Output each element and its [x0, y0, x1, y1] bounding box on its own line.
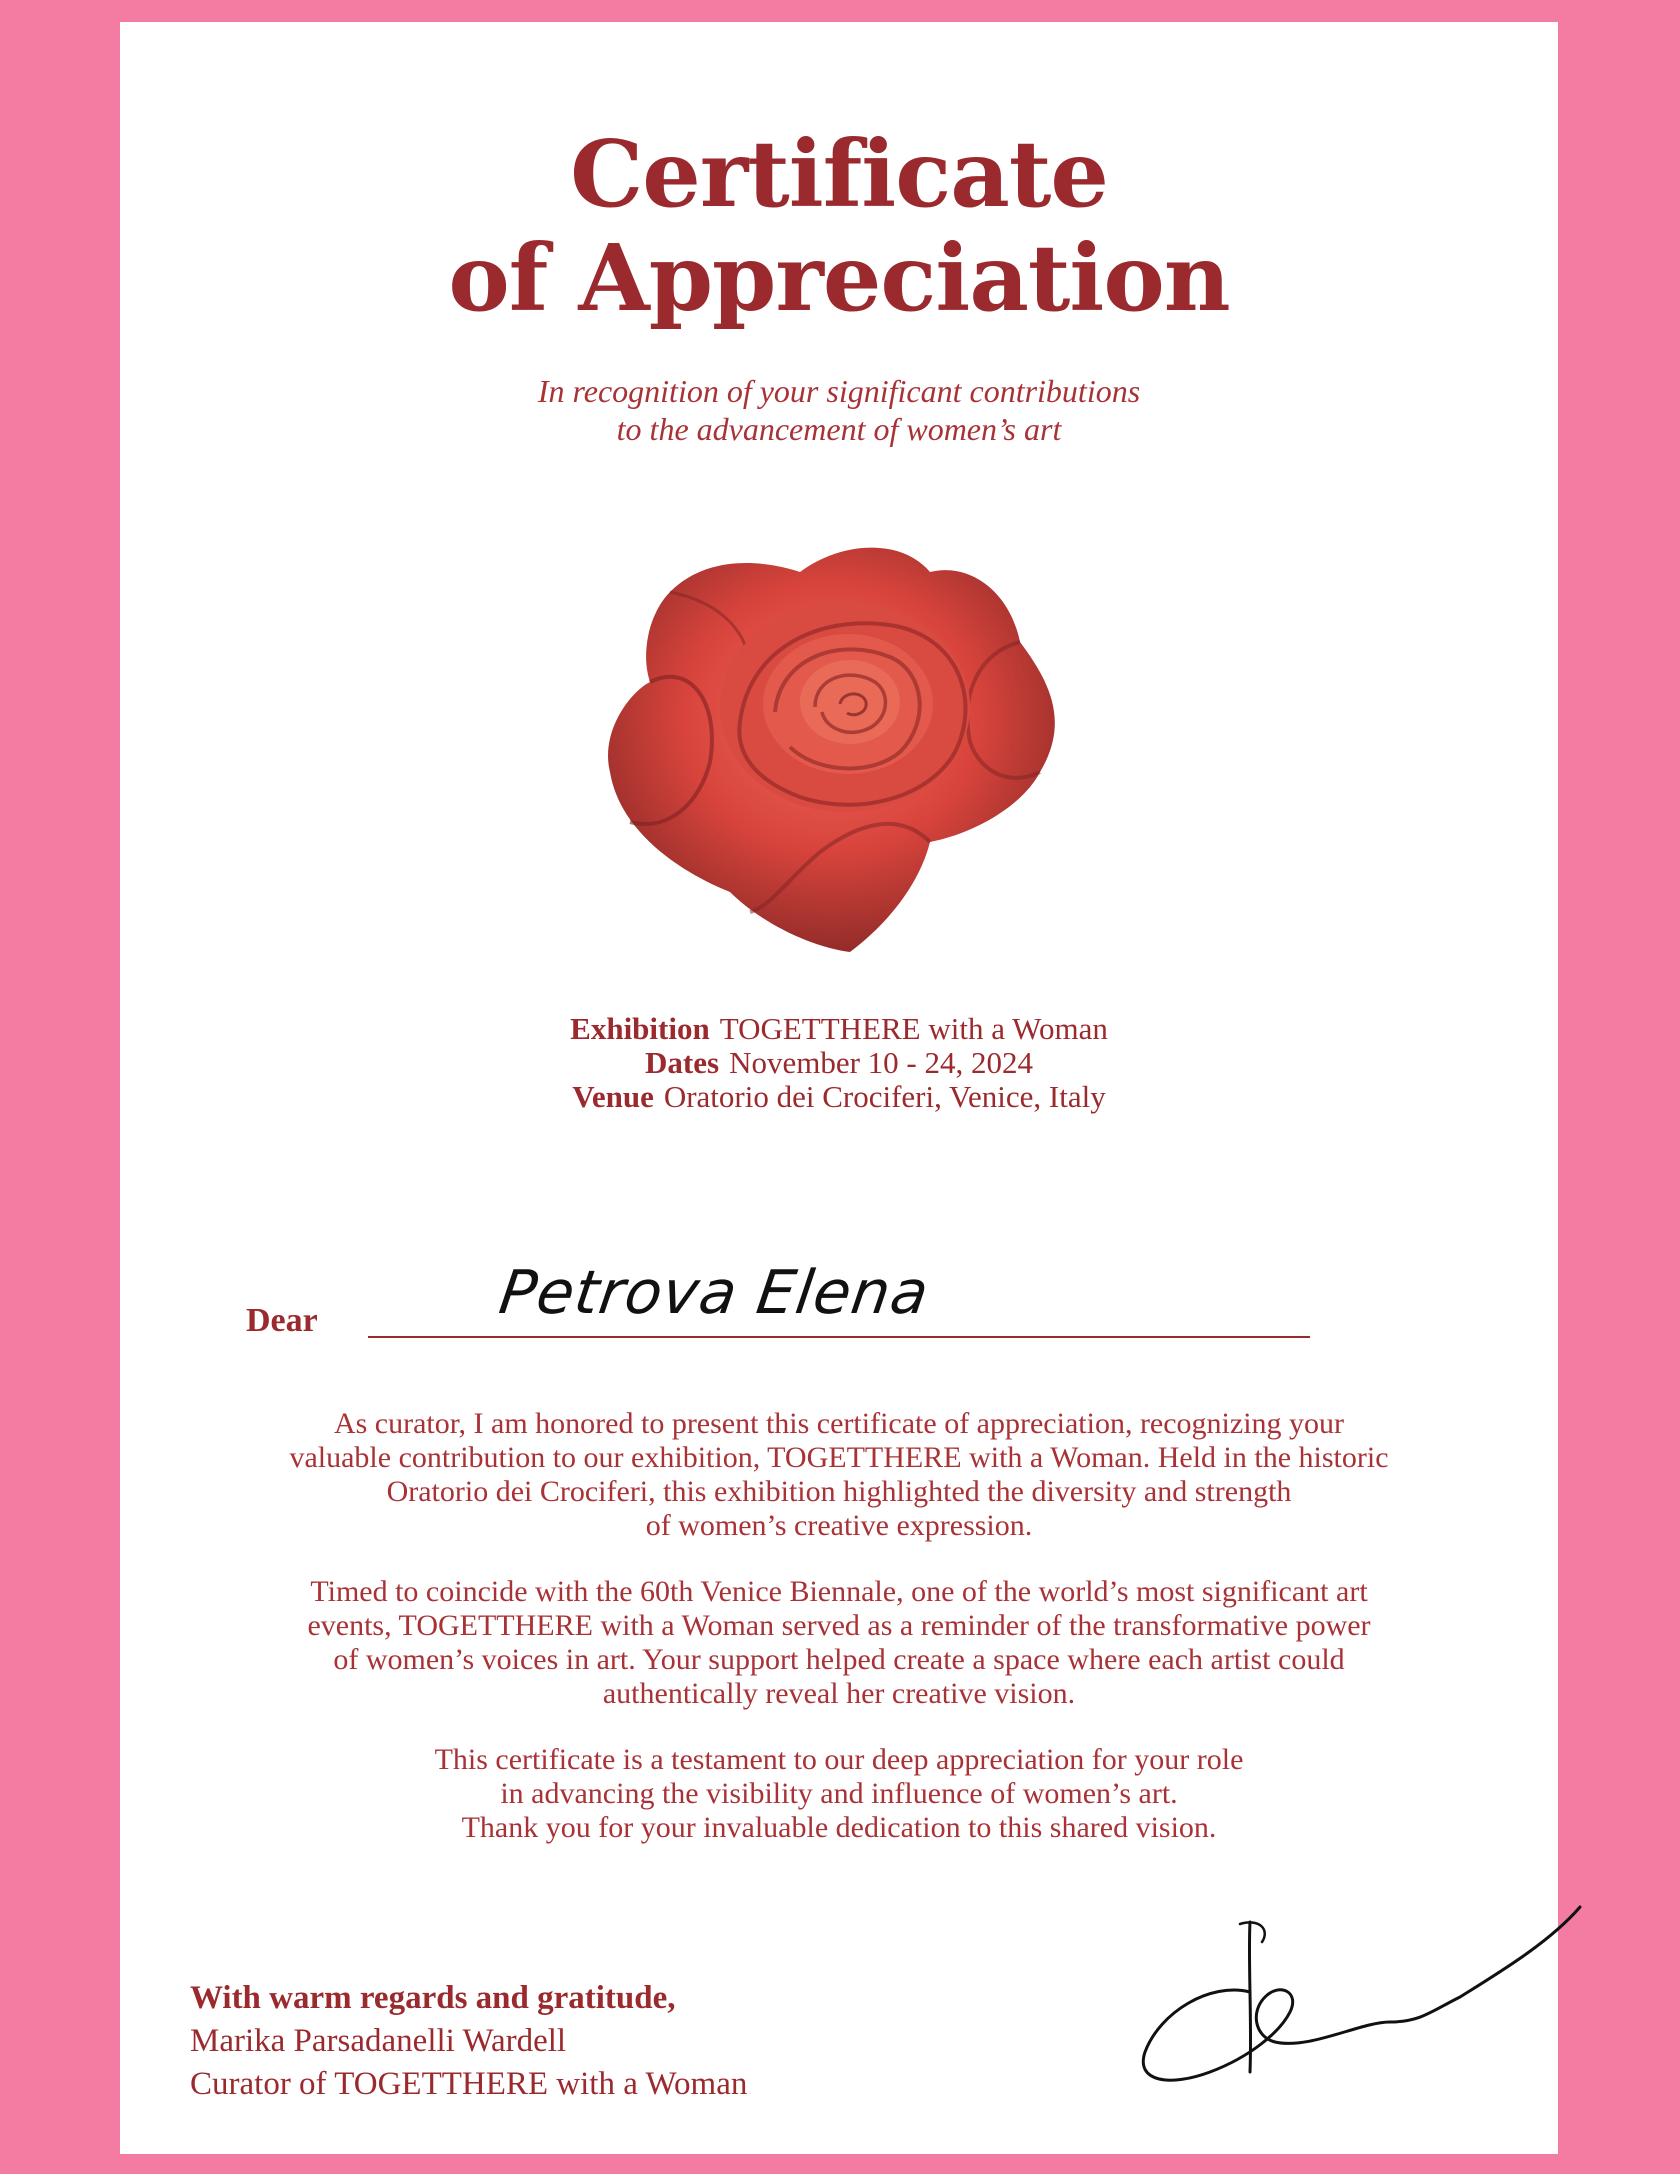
title-line-2: of Appreciation — [448, 224, 1230, 332]
recipient-name: Petrova Elena — [495, 1258, 934, 1328]
closing-regards: With warm regards and gratitude, — [190, 1980, 676, 2016]
closing-block — [190, 1977, 747, 2106]
subtitle-line-1: In recognition of your significant contributions — [537, 373, 1141, 409]
subtitle — [120, 372, 1558, 448]
body-paragraph-1 — [180, 1407, 1498, 1543]
p2-line: of women’s voices in art. Your support helped create a space where each artist could — [333, 1643, 1345, 1676]
p1-line: of women’s creative expression. — [645, 1509, 1033, 1542]
p2-line: Timed to coincide with the 60th Venice Biennale, one of the world’s most significant art — [310, 1575, 1368, 1608]
p1-line: Oratorio dei Crociferi, this exhibition highlighted the diversity and strength — [386, 1475, 1292, 1508]
body-paragraph-3 — [180, 1743, 1498, 1845]
rose-icon — [600, 532, 1070, 962]
closing-role: Curator of TOGETTHERE with a Woman — [190, 2066, 748, 2102]
certificate-sheet — [120, 22, 1558, 2154]
exhibition-details — [120, 1012, 1558, 1114]
dates-value: November 10 - 24, 2024 — [729, 1045, 1033, 1080]
p1-line: As curator, I am honored to present this certificate of appreciation, recognizing your — [333, 1407, 1345, 1440]
page-title — [120, 122, 1558, 330]
dear-label: Dear — [246, 1302, 318, 1339]
p3-line: Thank you for your invaluable dedication to this shared vision. — [461, 1811, 1217, 1844]
venue-value: Oratorio dei Crociferi, Venice, Italy — [663, 1079, 1106, 1114]
venue-label: Venue — [572, 1079, 654, 1114]
recipient-underline — [368, 1336, 1310, 1338]
exhibition-row — [120, 1012, 1558, 1046]
p1-line: valuable contribution to our exhibition, TOGETTHERE with a Woman. Held in the historic — [289, 1441, 1389, 1474]
exhibition-value: TOGETTHERE with a Woman — [719, 1011, 1108, 1046]
title-line-1: Certificate — [570, 120, 1108, 228]
subtitle-line-2: to the advancement of women’s art — [616, 411, 1062, 447]
signature-icon — [1130, 1872, 1630, 2092]
venue-row — [120, 1080, 1558, 1114]
exhibition-label: Exhibition — [570, 1011, 710, 1046]
dates-row — [120, 1046, 1558, 1080]
p2-line: events, TOGETTHERE with a Woman served as a reminder of the transformative power — [307, 1609, 1371, 1642]
dates-label: Dates — [645, 1045, 720, 1080]
body-paragraph-2 — [180, 1575, 1498, 1711]
closing-name: Marika Parsadanelli Wardell — [190, 2023, 567, 2059]
p3-line: in advancing the visibility and influence of women’s art. — [500, 1777, 1178, 1810]
p3-line: This certificate is a testament to our deep appreciation for your role — [434, 1743, 1244, 1776]
p2-line: authentically reveal her creative vision. — [602, 1677, 1076, 1710]
